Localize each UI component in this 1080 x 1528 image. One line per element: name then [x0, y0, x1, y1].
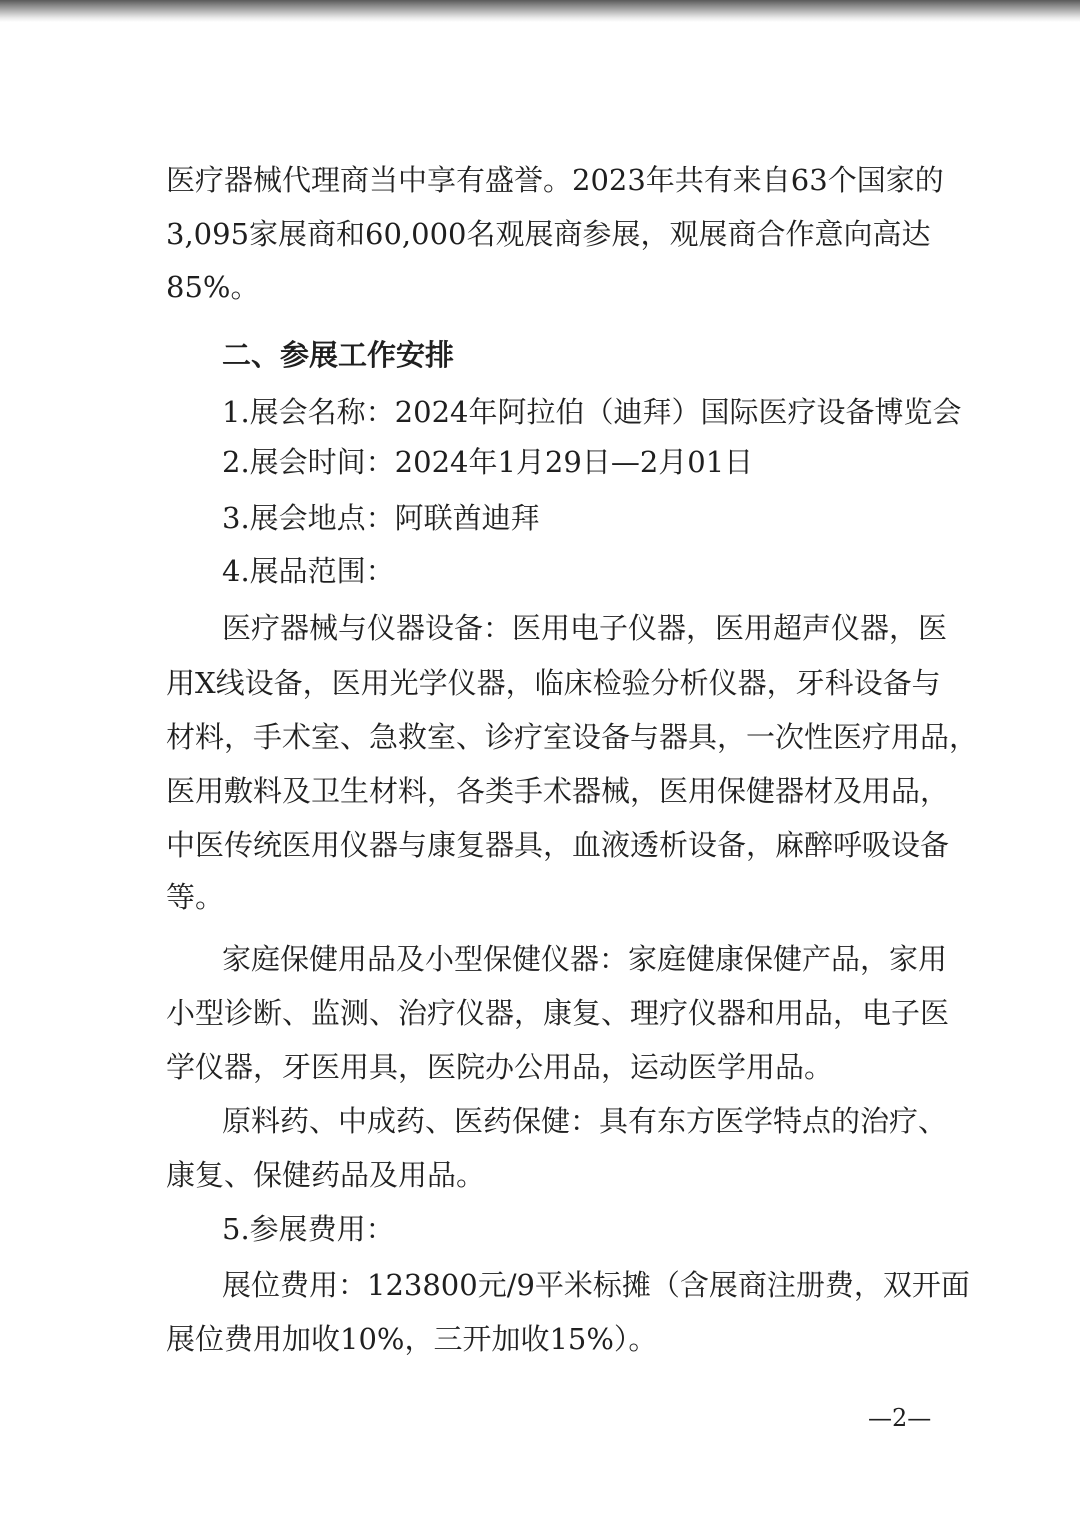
scope-pharma-line-2: 康复、保健药品及用品。 — [166, 1158, 486, 1192]
scope-medical-line-3: 材料，手术室、急救室、诊疗室设备与器具，一次性医疗用品， — [166, 720, 979, 754]
scan-top-edge-shadow — [0, 0, 1080, 22]
exhibition-time: 2.展会时间：2024年1月29日—2月01日 — [222, 445, 754, 479]
section-heading: 二、参展工作安排 — [222, 338, 455, 372]
scope-medical-line-5: 中医传统医用仪器与康复器具，血液透析设备，麻醉呼吸设备 — [166, 828, 950, 862]
fees-heading: 5.参展费用： — [222, 1212, 395, 1246]
exhibition-location: 3.展会地点：阿联酋迪拜 — [222, 501, 540, 535]
intro-line-3: 85%。 — [166, 270, 260, 304]
page-number: —2— — [868, 1404, 932, 1432]
fees-line-2: 展位费用加收10%，三开加收15%）。 — [166, 1322, 658, 1356]
scope-medical-line-1: 医疗器械与仪器设备：医用电子仪器，医用超声仪器，医 — [222, 611, 948, 645]
fees-line-1: 展位费用：123800元/9平米标摊（含展商注册费，双开面 — [222, 1268, 970, 1302]
scope-home-line-3: 学仪器，牙医用具，医院办公用品，运动医学用品。 — [166, 1050, 834, 1084]
scope-home-line-1: 家庭保健用品及小型保健仪器：家庭健康保健产品，家用 — [222, 942, 948, 976]
exhibition-name: 1.展会名称：2024年阿拉伯（迪拜）国际医疗设备博览会 — [222, 395, 962, 429]
intro-line-2: 3,095家展商和60,000名观展商参展，观展商合作意向高达 — [166, 217, 931, 251]
scope-medical-line-6: 等。 — [166, 880, 225, 914]
scope-medical-line-2: 用X线设备，医用光学仪器，临床检验分析仪器，牙科设备与 — [166, 666, 941, 700]
intro-line-1: 医疗器械代理商当中享有盛誉。2023年共有来自63个国家的 — [166, 163, 944, 197]
scope-home-line-2: 小型诊断、监测、治疗仪器，康复、理疗仪器和用品，电子医 — [166, 996, 950, 1030]
scope-pharma-line-1: 原料药、中成药、医药保健：具有东方医学特点的治疗、 — [222, 1104, 948, 1138]
exhibit-scope-heading: 4.展品范围： — [222, 554, 395, 588]
scope-medical-line-4: 医用敷料及卫生材料，各类手术器械，医用保健器材及用品， — [166, 774, 950, 808]
